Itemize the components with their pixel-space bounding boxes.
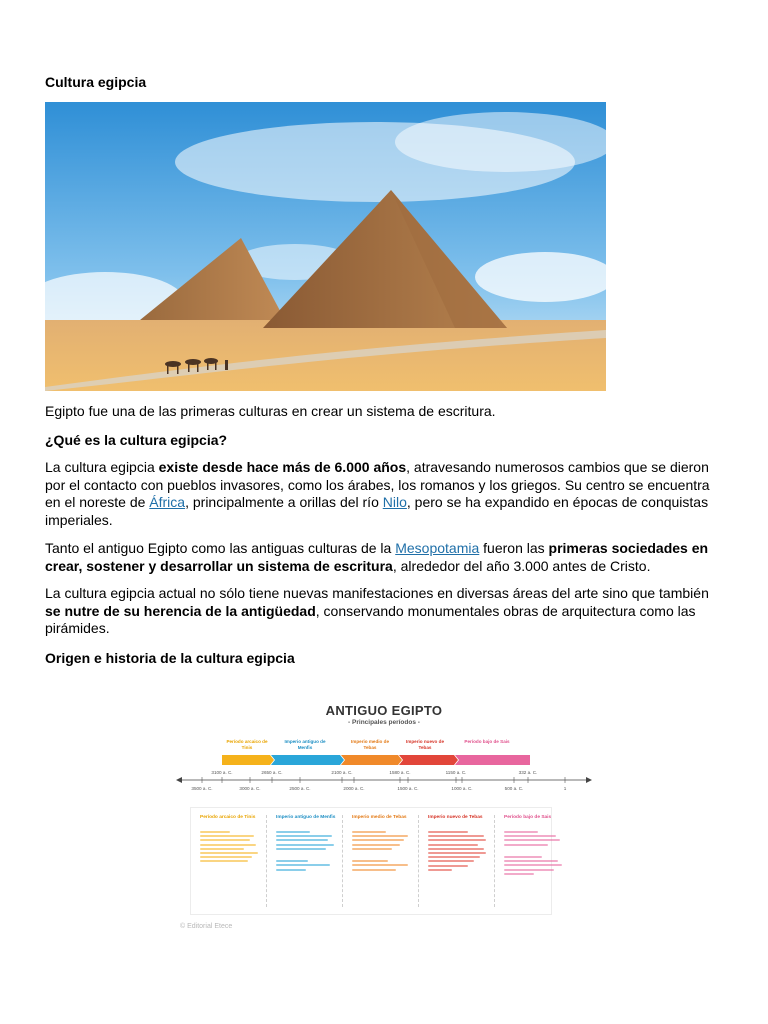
- text-line: [276, 835, 332, 837]
- text-line: [428, 860, 474, 862]
- infographic-subtitle: - Principales períodos -: [348, 719, 420, 726]
- text-line: [200, 831, 230, 833]
- text-line: [352, 864, 408, 866]
- text-line: [428, 856, 480, 858]
- text-line: [428, 831, 468, 833]
- card-title: Imperio antiguo de Menfis: [276, 815, 336, 820]
- text: Tanto el antiguo Egipto como las antiguas culturas de la: [45, 540, 396, 556]
- link-africa[interactable]: África: [149, 494, 186, 510]
- period-bar: [399, 755, 458, 765]
- text-line: [504, 856, 542, 858]
- text-line: [504, 835, 556, 837]
- tick-label-top: 1580 a. C.: [389, 770, 411, 775]
- text-line: [276, 831, 310, 833]
- text-line: [504, 831, 538, 833]
- text: fueron las: [479, 540, 549, 556]
- text-line: [276, 860, 308, 862]
- text-line: [504, 839, 560, 841]
- period-bar: [271, 755, 344, 765]
- timeline-arrow-left: [176, 777, 182, 783]
- heading-origen: Origen e historia de la cultura egipcia: [45, 650, 295, 666]
- tick-label-bottom: 3000 a. C.: [239, 786, 261, 791]
- card-title: Imperio medio de Tebas: [352, 815, 407, 820]
- text: , alrededor del año 3.000 antes de Cristo.: [392, 557, 651, 574]
- text-line: [352, 844, 400, 846]
- text: , atravesando numerosos cambios que se dieron por el contacto con pueblos invasores, como los árabes, los romanos y los griegos. Su centro se encuentra en el noreste de: [45, 459, 710, 510]
- text-line: [352, 839, 404, 841]
- text-line: [428, 835, 484, 837]
- card-title: Imperio nuevo de Tebas: [428, 815, 483, 820]
- text-line: [200, 848, 244, 850]
- text-line: [276, 869, 306, 871]
- card-title: Período bajo de Sais: [504, 815, 552, 820]
- bold-text: existe desde hace más de 6.000 años: [158, 459, 407, 475]
- tick-label-top: 1150 a. C.: [445, 770, 467, 775]
- tick-label-bottom: 3500 a. C.: [191, 786, 213, 791]
- text: , conservando monumentales obras de arquitectura como las pirámides.: [45, 602, 696, 636]
- antiguo-egipto-infographic: [172, 697, 596, 937]
- tick-label-top: 3100 a. C.: [211, 770, 233, 775]
- tick-label-top: 2100 a. C.: [331, 770, 353, 775]
- text-line: [428, 865, 468, 867]
- text-line: [276, 864, 330, 866]
- text-line: [504, 860, 558, 862]
- period-label: Imperio medio de Tebas: [350, 739, 390, 750]
- tick-label-top: 332 a. C.: [518, 770, 538, 775]
- period-label: Imperio antiguo de Menfis: [284, 739, 326, 750]
- paragraph-2: [45, 540, 723, 575]
- text-line: [352, 860, 388, 862]
- text-line: [200, 856, 252, 858]
- text: La cultura egipcia actual no sólo tiene nuevas manifestaciones en diversas áreas del arte sino que también: [45, 585, 709, 601]
- text-line: [200, 839, 250, 841]
- pyramids-photo: [45, 102, 606, 391]
- text-line: [276, 839, 328, 841]
- text-line: [428, 844, 478, 846]
- period-label: Período arcaico de Tinis: [226, 739, 268, 750]
- period-card-sais: [504, 815, 574, 907]
- period-bar: [341, 755, 402, 765]
- bold-text: se nutre de su herencia de la antigüedad: [45, 602, 316, 619]
- link-mesopotamia[interactable]: Mesopotamia: [395, 540, 480, 556]
- tick-label-bottom: 1: [563, 786, 567, 791]
- image-credit: © Editorial Etece: [180, 923, 233, 930]
- text: La cultura egipcia: [45, 459, 159, 475]
- text-line: [428, 839, 486, 841]
- text-line: [428, 869, 452, 871]
- text-line: [200, 835, 254, 837]
- text: , principalmente a orillas del río: [185, 494, 383, 510]
- tick-label-bottom: 500 a. C.: [504, 786, 524, 791]
- text-line: [504, 873, 534, 875]
- paragraph-1: [45, 459, 723, 529]
- tick-label-bottom: 1500 a. C.: [397, 786, 419, 791]
- period-card-tinis: [200, 815, 270, 907]
- text-line: [428, 848, 484, 850]
- text-line: [200, 844, 256, 846]
- tick-label-bottom: 2500 a. C.: [289, 786, 311, 791]
- timeline-arrow-right: [586, 777, 592, 783]
- photo-caption: Egipto fue una de las primeras culturas en crear un sistema de escritura.: [45, 403, 496, 419]
- infographic-title: ANTIGUO EGIPTO: [325, 703, 443, 718]
- tick-label-bottom: 1000 a. C.: [451, 786, 473, 791]
- text-line: [504, 869, 554, 871]
- link-nilo[interactable]: Nilo: [382, 494, 407, 510]
- bold-text: primeras sociedades en crear, sostener y desarrollar un sistema de escritura: [45, 540, 709, 574]
- text-line: [352, 848, 392, 850]
- text: , pero se ha expandido en épocas de conquistas imperiales.: [45, 494, 709, 528]
- text-line: [352, 831, 386, 833]
- paragraph-3: [45, 585, 723, 638]
- period-bar: [455, 755, 530, 765]
- text-line: [352, 869, 396, 871]
- text-line: [504, 864, 562, 866]
- period-label: Período bajo de Sais: [464, 739, 510, 744]
- heading-que-es: ¿Qué es la cultura egipcia?: [45, 432, 228, 448]
- text-line: [352, 835, 408, 837]
- text-line: [276, 844, 334, 846]
- heading-cultura-egipcia: Cultura egipcia: [45, 74, 147, 90]
- text-line: [200, 860, 248, 862]
- text-line: [504, 844, 548, 846]
- text-line: [428, 852, 486, 854]
- card-title: Período arcaico de Tinis: [200, 815, 256, 820]
- period-card-tebas-medio: [352, 815, 422, 907]
- text-line: [200, 852, 258, 854]
- period-card-menfis: [276, 815, 346, 907]
- tick-label-bottom: 2000 a. C.: [343, 786, 365, 791]
- period-card-tebas-nuevo: [428, 815, 498, 907]
- period-label: Imperio nuevo de Tebas: [405, 739, 445, 750]
- pyramids-image: [45, 102, 606, 391]
- period-bar: [222, 755, 274, 765]
- tick-label-top: 2650 a. C.: [261, 770, 283, 775]
- text-line: [276, 848, 326, 850]
